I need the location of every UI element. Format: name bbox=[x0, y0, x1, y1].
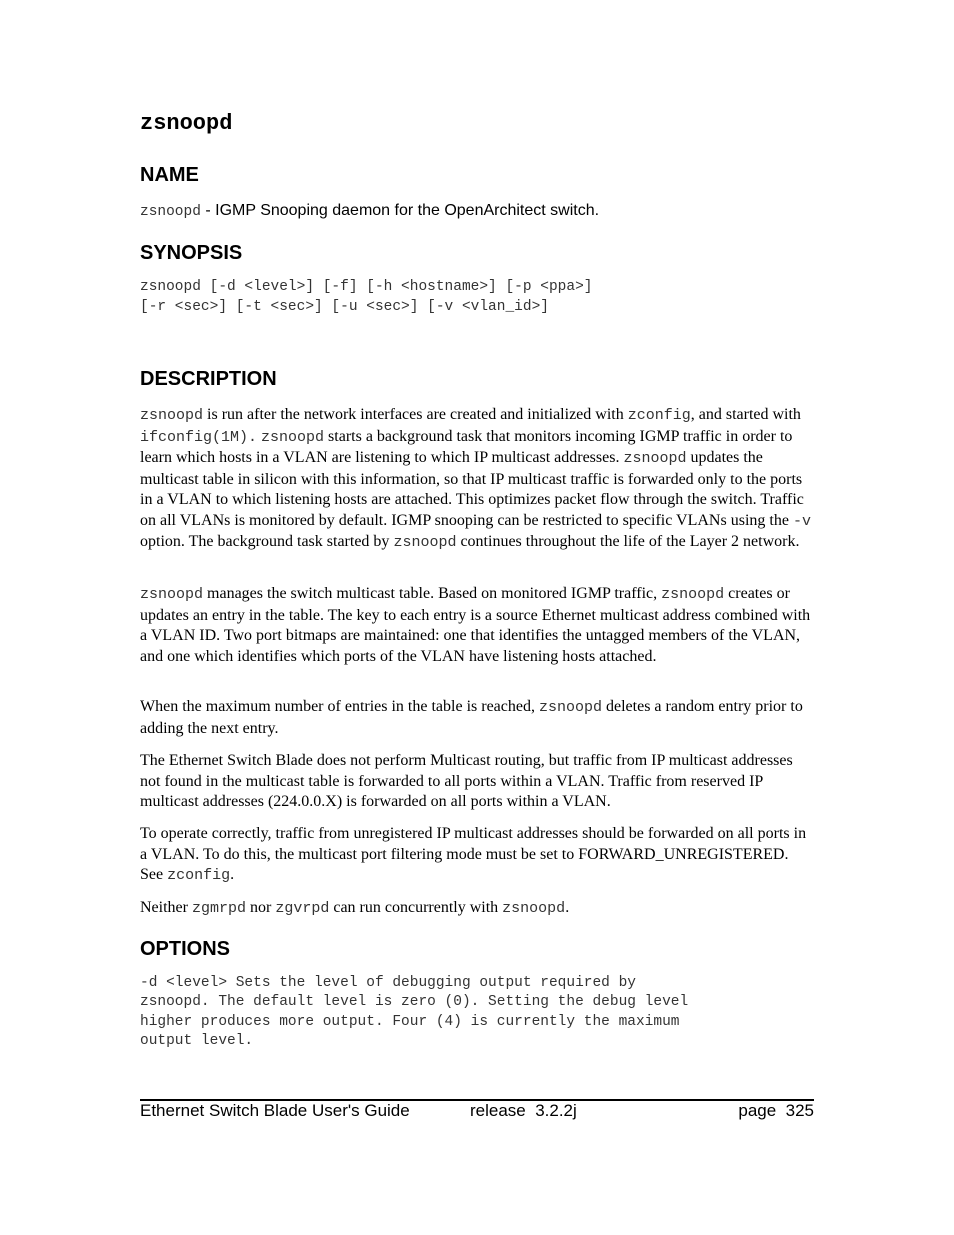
description-paragraph-6 bbox=[140, 898, 815, 920]
description-paragraph-5 bbox=[140, 824, 815, 887]
code-term: zsnoopd bbox=[502, 900, 566, 917]
name-heading: NAME bbox=[140, 164, 199, 186]
options-line-3: higher produces more output. Four (4) is currently the maximum bbox=[140, 1014, 680, 1030]
code-term: zsnoopd bbox=[393, 534, 457, 551]
text-run: starts a background task that monitors incoming IGMP traffic in order to learn which hosts in a VLAN are listening to which IP multicast addresses. bbox=[140, 427, 793, 466]
name-description: - IGMP Snooping daemon for the OpenArchitect switch. bbox=[200, 202, 600, 219]
footer-page-number: page 325 bbox=[738, 1101, 814, 1120]
options-line-1: -d <level> Sets the level of debugging output required by bbox=[140, 975, 636, 991]
synopsis-heading: SYNOPSIS bbox=[140, 242, 243, 264]
code-term: zsnoopd bbox=[140, 586, 204, 603]
code-term: zsnoopd bbox=[261, 428, 325, 446]
description-paragraph-3 bbox=[140, 697, 815, 739]
code-term: zsnoopd bbox=[140, 407, 204, 424]
synopsis-line-2: [-r <sec>] [-t <sec>] [-u <sec>] [-v <vlan_id>] bbox=[140, 299, 549, 315]
text-run: When the maximum number of entries in the table is reached, bbox=[140, 698, 539, 715]
code-term: zgvrpd bbox=[275, 900, 330, 917]
text-run: deletes a random entry prior to adding the next entry. bbox=[140, 698, 803, 737]
text-run: . bbox=[565, 899, 570, 916]
code-term: -v bbox=[792, 512, 811, 530]
options-line-2: zsnoopd. The default level is zero (0). Setting the debug level bbox=[140, 994, 689, 1010]
code-term: zgmrpd bbox=[191, 900, 246, 917]
description-heading: DESCRIPTION bbox=[140, 368, 277, 390]
page-title: zsnoopd bbox=[140, 111, 233, 136]
synopsis-line-1: zsnoopd [-d <level>] [-f] [-h <hostname>] [-p <ppa>] bbox=[140, 279, 593, 295]
footer-guide-title: Ethernet Switch Blade User's Guide bbox=[140, 1101, 410, 1120]
text-run: To operate correctly, traffic from unregistered IP multicast addresses should be forwarded on all ports in a VLAN. To do this, the multicast port filtering mode must be set to FORWARD_UNREGISTERED. See bbox=[140, 825, 807, 883]
text-run: continues throughout the life of the Layer 2 network. bbox=[456, 533, 800, 550]
description-paragraph-4: The Ethernet Switch Blade does not perform Multicast routing, but traffic from IP multicast addresses not found in the multicast table is forwarded to all ports within a VLAN. Traffic from reserved IP multicast addresses (224.0.0.X) is forwarded on all ports within a VLAN. bbox=[140, 752, 793, 810]
name-command: zsnoopd bbox=[140, 204, 201, 220]
text-run: can run concurrently with bbox=[329, 899, 503, 916]
text-run: nor bbox=[246, 899, 276, 916]
code-term: ifconfig(1M). bbox=[140, 428, 258, 446]
text-run: Neither bbox=[140, 899, 192, 916]
text-run: creates or updates an entry in the table. The key to each entry is a source Ethernet multicast address combined with a VLAN ID. Two port bitmaps are maintained: one that identifies the untagged members of the VLAN, and one which identifies which ports of the VLAN have listening hosts attached. bbox=[140, 585, 811, 665]
code-term: zsnoopd bbox=[538, 699, 602, 716]
text-run: updates the multicast table in silicon with this information, so that IP multicast traffic is forwarded only to the ports in a VLAN to which listening hosts are attached. This optimizes packet flow through the switch. Traffic on all VLANs is monitored by default. IGMP snooping can be restricted to specific VLANs using the bbox=[140, 449, 804, 529]
text-run: , and started with bbox=[690, 406, 801, 423]
description-paragraph-1 bbox=[140, 405, 815, 554]
code-term: zconfig bbox=[167, 867, 231, 884]
code-term: zconfig bbox=[627, 407, 691, 424]
text-run: manages the switch multicast table. Based on monitored IGMP traffic, bbox=[203, 585, 662, 602]
code-term: zsnoopd bbox=[661, 586, 725, 603]
footer-release: release 3.2.2j bbox=[470, 1101, 577, 1120]
text-run: is run after the network interfaces are created and initialized with bbox=[203, 406, 628, 423]
description-paragraph-2 bbox=[140, 584, 815, 667]
text-run: . bbox=[230, 866, 235, 883]
code-term: zsnoopd bbox=[623, 450, 687, 467]
options-line-4: output level. bbox=[140, 1033, 254, 1049]
text-run: option. The background task started by bbox=[140, 533, 394, 550]
name-line bbox=[140, 202, 599, 220]
options-heading: OPTIONS bbox=[140, 938, 231, 960]
